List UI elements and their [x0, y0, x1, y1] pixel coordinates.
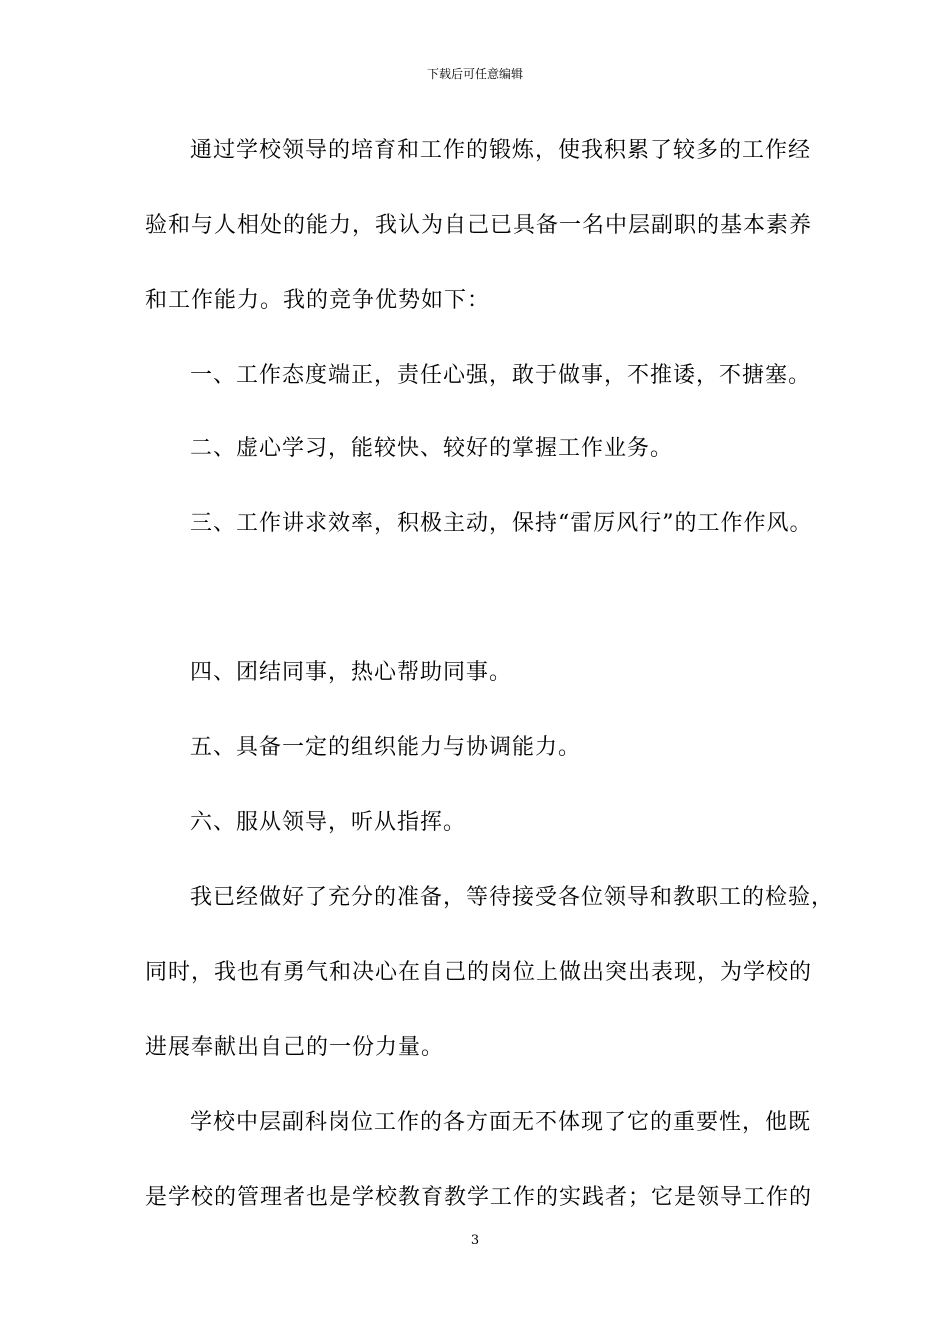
list-item-4: 四、团结同事，热心帮助同事。 [190, 660, 513, 685]
list-item-3: 三、工作讲求效率，积极主动，保持“雷厉风行”的工作作风。 [190, 511, 813, 536]
list-item-1: 一、工作态度端正，责任心强，敢于做事，不推诿，不搪塞。 [190, 363, 812, 388]
paragraph-line: 我已经做好了充分的准备，等待接受各位领导和教职工的检验， [190, 885, 835, 910]
paragraph-line: 同时，我也有勇气和决心在自己的岗位上做出突出表现，为学校的 [145, 960, 813, 985]
paragraph-line: 验和与人相处的能力，我认为自己已具备一名中层副职的基本素养 [145, 213, 813, 238]
page-header: 下载后可任意编辑 [426, 67, 523, 81]
paragraph-line: 学校中层副科岗位工作的各方面无不体现了它的重要性，他既 [190, 1110, 812, 1135]
list-item-2: 二、虚心学习，能较快、较好的掌握工作业务。 [190, 436, 674, 461]
paragraph-line: 通过学校领导的培育和工作的锻炼，使我积累了较多的工作经 [190, 138, 812, 163]
paragraph-line: 进展奉献出自己的一份力量。 [145, 1035, 445, 1060]
list-item-6: 六、服从领导，听从指挥。 [190, 810, 467, 835]
page-number: 3 [470, 1233, 480, 1248]
list-item-5: 五、具备一定的组织能力与协调能力。 [190, 735, 582, 760]
paragraph-line: 是学校的管理者也是学校教育教学工作的实践者；它是领导工作的 [145, 1185, 813, 1210]
paragraph-line: 和工作能力。我的竞争优势如下： [145, 288, 491, 313]
